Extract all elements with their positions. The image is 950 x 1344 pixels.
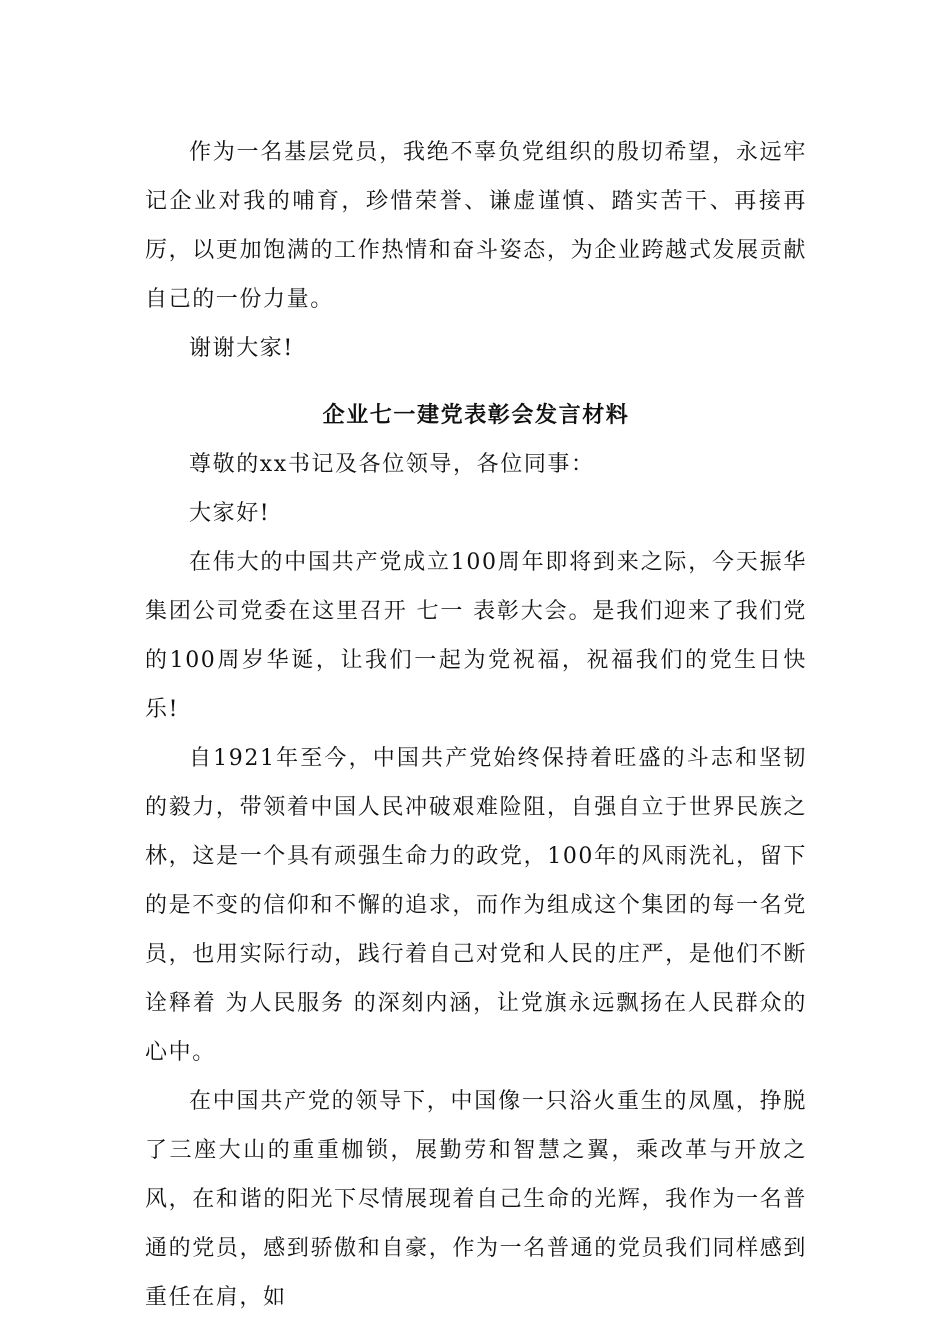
salutation: 尊敬的xx书记及各位领导，各位同事： [189, 452, 595, 477]
body-paragraph: 在中国共产党的领导下，中国像一只浴火重生的凤凰，挣脱了三座大山的重重枷锁，展勤劳和智慧之翼，乘改革与开放之风，在和谐的阳光下尽情展现着自己生命的光辉，我作为一名普通的党员，感到骄傲和自豪，作为一名普通的党员我们同样感到重任在肩，如 [145, 1089, 807, 1310]
body-paragraph: 自1921年至今，中国共产党始终保持着旺盛的斗志和坚韧的毅力，带领着中国人民冲破艰难险阻，自强自立于世界民族之林，这是一个具有顽强生命力的政党，100年的风雨洗礼，留下的是不变的信仰和不懈的追求，而作为组成这个集团的每一名党员，也用实际行动，践行着自己对党和人民的庄严，是他们不断诠释着 为人民服务 的深刻内涵，让党旗永远飘扬在人民群众的心中。 [145, 746, 807, 1065]
closing-paragraph: 作为一名基层党员，我绝不辜负党组织的殷切希望，永远牢记企业对我的哺育，珍惜荣誉、谦虚谨慎、踏实苦干、再接再厉，以更加饱满的工作热情和奋斗姿态，为企业跨越式发展贡献自己的一份力量。 [145, 140, 807, 312]
greeting: 大家好! [189, 501, 271, 526]
thanks-line: 谢谢大家! [189, 336, 294, 361]
body-paragraph: 在伟大的中国共产党成立100周年即将到来之际，今天振华集团公司党委在这里召开 七一 表彰大会。是我们迎来了我们党的100周岁华诞，让我们一起为党祝福，祝福我们的党生日快乐! [145, 550, 807, 722]
document-title: 企业七一建党表彰会发言材料 [322, 402, 630, 428]
document-body [145, 128, 807, 1322]
